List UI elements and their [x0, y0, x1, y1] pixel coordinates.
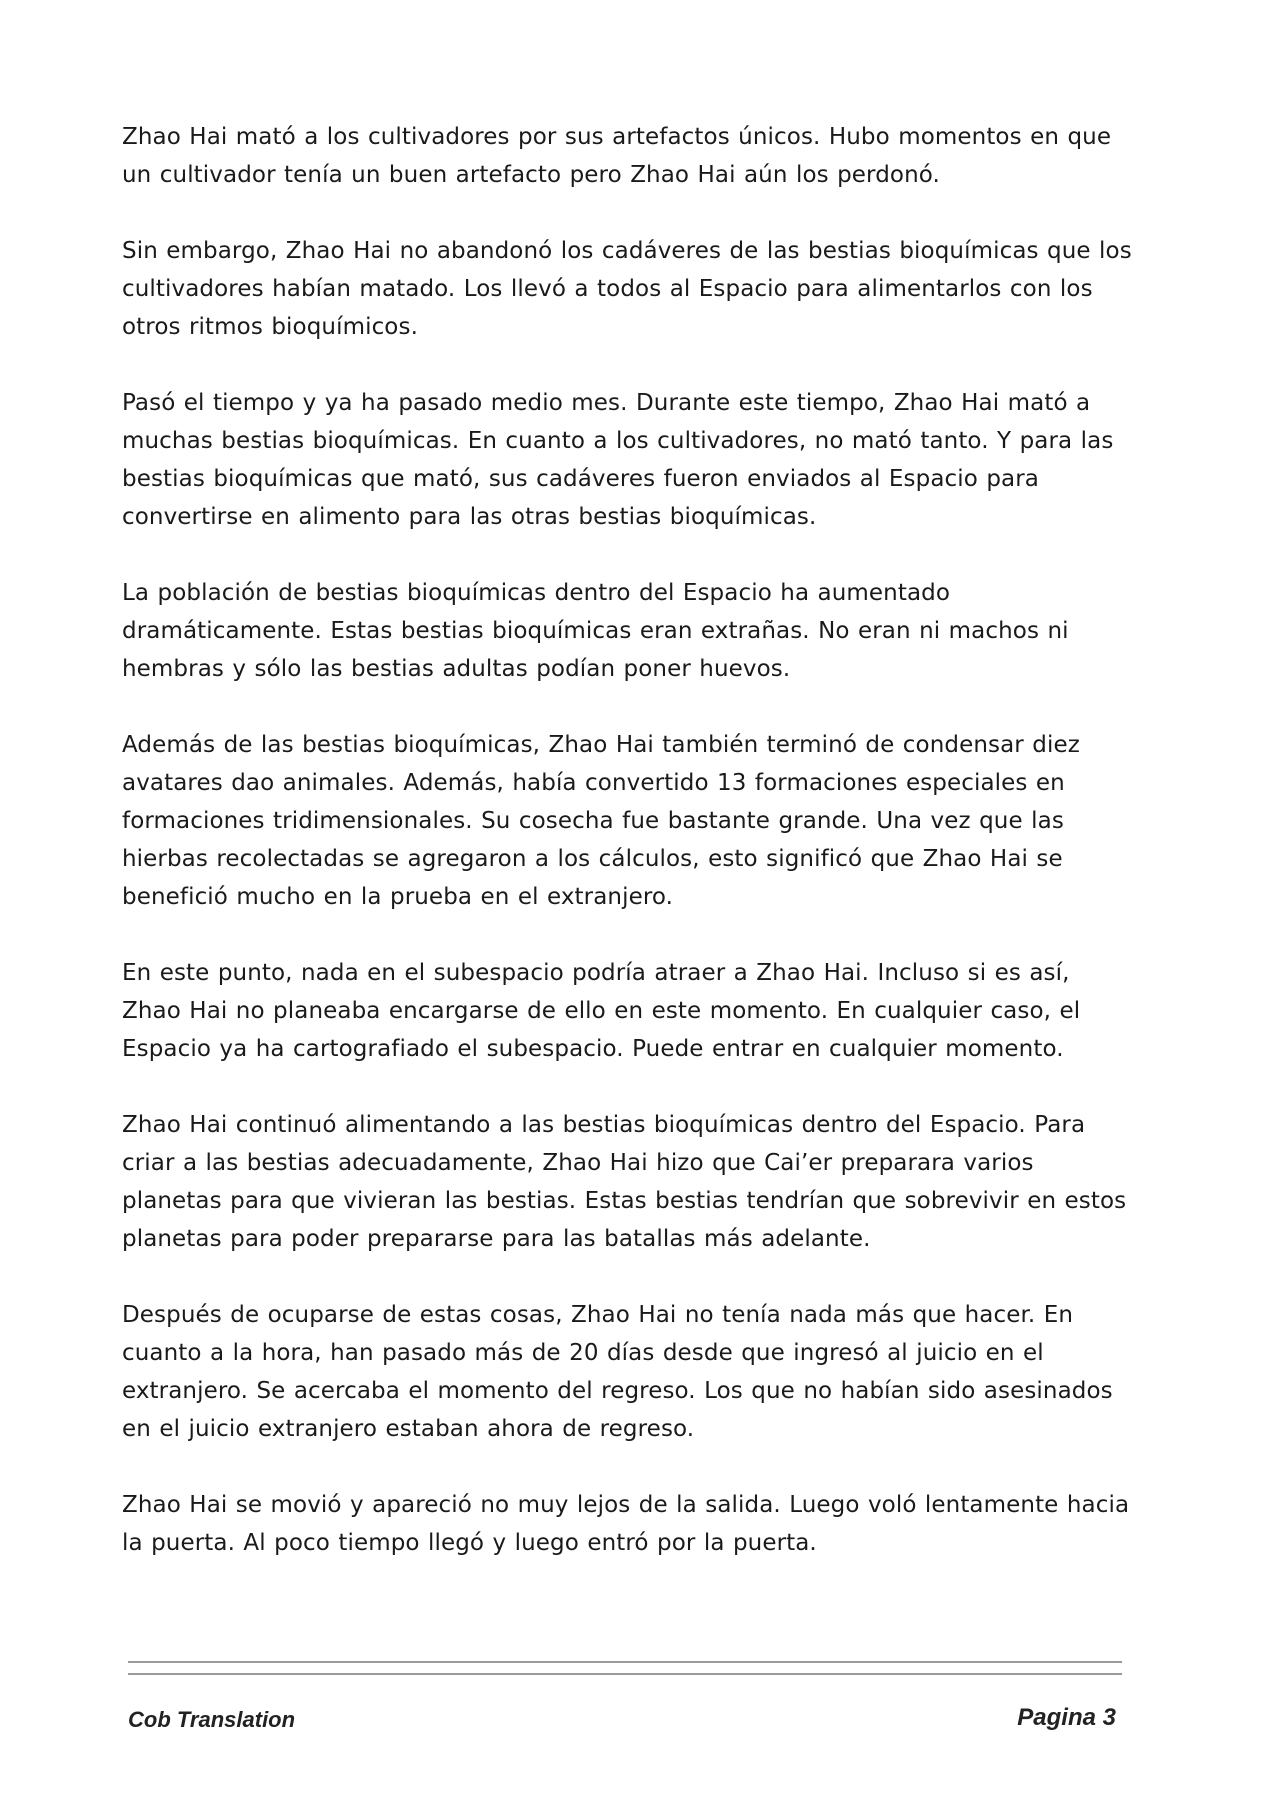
paragraph: Además de las bestias bioquímicas, Zhao Hai también terminó de condensar diez avatares dao animales. Además, había convertido 13 formaciones especiales en formaciones tridimensionales. Su cosecha fue bastante grande. Una vez que las hierbas recolectadas se agregaron a los cálculos, esto significó que Zhao Hai se benefició mucho en la prueba en el extranjero. — [122, 732, 1080, 910]
paragraph: Pasó el tiempo y ya ha pasado medio mes. Durante este tiempo, Zhao Hai mató a muchas bestias bioquímicas. En cuanto a los cultivadores, no mató tanto. Y para las bestias bioquímicas que mató, sus cadáveres fueron enviados al Espacio para convertirse en alimento para las otras bestias bioquímicas. — [122, 390, 1114, 530]
page-number: Pagina 3 — [1017, 1704, 1116, 1731]
footer-divider — [128, 1661, 1122, 1663]
paragraph: Sin embargo, Zhao Hai no abandonó los cadáveres de las bestias bioquímicas que los cultivadores habían matado. Los llevó a todos al Espacio para alimentarlos con los otros ritmos bioquímicos. — [122, 238, 1132, 340]
paragraph: Zhao Hai mató a los cultivadores por sus artefactos únicos. Hubo momentos en que un cultivador tenía un buen artefacto pero Zhao Hai aún los perdonó. — [122, 124, 1112, 188]
footer-source: Cob Translation — [128, 1707, 296, 1732]
paragraph: La población de bestias bioquímicas dentro del Espacio ha aumentado dramáticamente. Estas bestias bioquímicas eran extrañas. No eran ni machos ni hembras y sólo las bestias adultas podían poner huevos. — [122, 580, 1069, 682]
paragraph: Zhao Hai se movió y apareció no muy lejos de la salida. Luego voló lentamente hacia la puerta. Al poco tiempo llegó y luego entró por la puerta. — [122, 1492, 1130, 1556]
footer-divider — [128, 1673, 1122, 1675]
paragraph: Zhao Hai continuó alimentando a las bestias bioquímicas dentro del Espacio. Para criar a las bestias adecuadamente, Zhao Hai hizo que Cai’er preparara varios planetas para que vivieran las bestias. Estas bestias tendrían que sobrevivir en estos planetas para poder prepararse para las batallas más adelante. — [122, 1112, 1127, 1252]
paragraph: Después de ocuparse de estas cosas, Zhao Hai no tenía nada más que hacer. En cuanto a la hora, han pasado más de 20 días desde que ingresó al juicio en el extranjero. Se acercaba el momento del regreso. Los que no habían sido asesinados en el juicio extranjero estaban ahora de regreso. — [122, 1302, 1113, 1442]
document-body — [122, 118, 1132, 1600]
paragraph: En este punto, nada en el subespacio podría atraer a Zhao Hai. Incluso si es así, Zhao Hai no planeaba encargarse de ello en este momento. En cualquier caso, el Espacio ya ha cartografiado el subespacio. Puede entrar en cualquier momento. — [122, 960, 1081, 1062]
